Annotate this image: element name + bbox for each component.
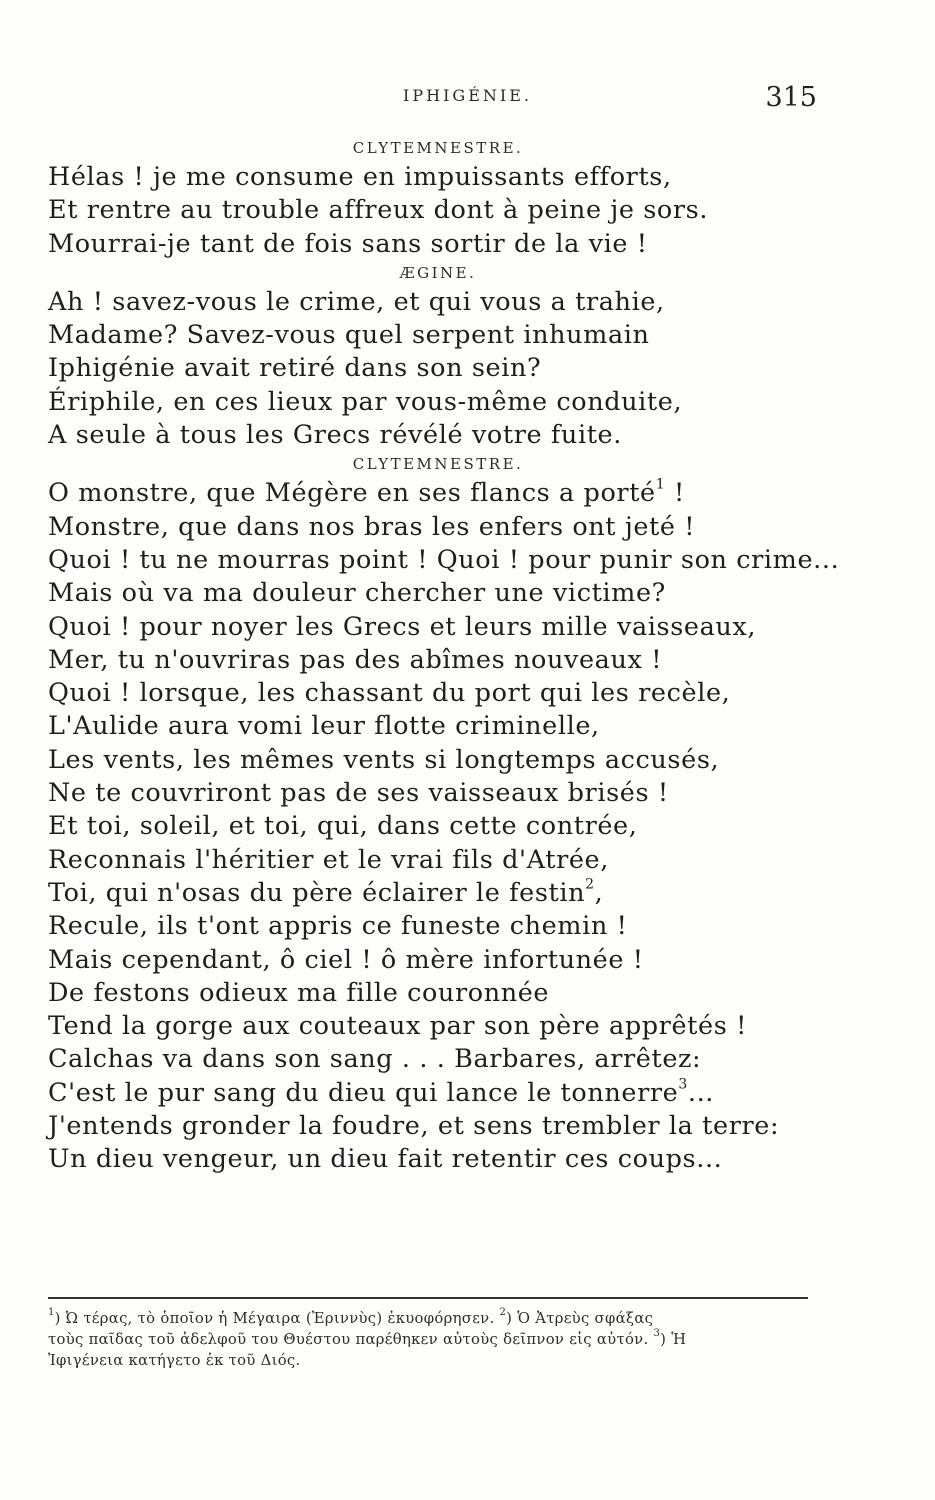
verse-text: Toi, qui n'osas du père éclairer le festin bbox=[48, 877, 586, 908]
footnotes bbox=[48, 1308, 813, 1371]
verse-line: Reconnais l'héritier et le vrai fils d'Atrée, bbox=[48, 844, 609, 875]
verse-line bbox=[48, 1077, 818, 1110]
verse-line: Mourrai-je tant de fois sans sortir de la vie ! bbox=[48, 228, 648, 259]
verse-line: Ériphile, en ces lieux par vous-même conduite, bbox=[48, 386, 683, 417]
verse-line: Quoi ! pour noyer les Grecs et leurs mille vaisseaux, bbox=[48, 611, 757, 642]
verse-line: De festons odieux ma fille couronnée bbox=[48, 977, 550, 1008]
page-number: 315 bbox=[765, 82, 817, 113]
verse-line: Les vents, les mêmes vents si longtemps accusés, bbox=[48, 744, 720, 775]
verse-line: Recule, ils t'ont appris ce funeste chemin ! bbox=[48, 911, 628, 942]
running-title: IPHIGÉNIE. bbox=[403, 86, 532, 105]
footnote-marker: 2 bbox=[585, 876, 595, 893]
verse-line: Un dieu vengeur, un dieu fait retentir ces coups... bbox=[48, 1144, 723, 1175]
verse-line: Madame? Savez-vous quel serpent inhumain bbox=[48, 320, 650, 351]
footnote-text: ) Ἡ bbox=[660, 1331, 687, 1348]
footnote-text: ) Ὠ τέρας, τὸ ὁποῖον ἡ Μέγαιρα (Ἐριννὺς) ἐκυοφόρησεν. bbox=[54, 1310, 500, 1327]
footnote-number: 1 bbox=[48, 1307, 55, 1318]
speaker-name: CLYTEMNESTRE. bbox=[352, 139, 524, 157]
verse-line: Mais où va ma douleur chercher une victime? bbox=[48, 578, 666, 609]
speaker-name: ÆGINE. bbox=[399, 263, 477, 282]
verse-text: O monstre, que Mégère en ses flancs a porté bbox=[48, 478, 656, 509]
verse-line: Mer, tu n'ouvriras pas des abîmes nouveaux ! bbox=[48, 644, 663, 675]
footnote-line bbox=[48, 1308, 813, 1329]
verse-line bbox=[48, 477, 818, 510]
footnote-marker: 1 bbox=[655, 476, 666, 493]
verse-line: Tend la gorge aux couteaux par son père apprêtés ! bbox=[48, 1011, 747, 1042]
verse-block bbox=[48, 136, 840, 1177]
footnote-number: 2 bbox=[499, 1307, 507, 1318]
verse-line: Ah ! savez-vous le crime, et qui vous a trahie, bbox=[48, 286, 665, 317]
footnote-text: ) Ὁ Ἀτρεὺς σφάξας bbox=[506, 1310, 654, 1327]
verse-line: L'Aulide aura vomi leur flotte criminelle, bbox=[48, 711, 600, 742]
verse-tail: , bbox=[594, 877, 604, 908]
verse-line: Quoi ! tu ne mourras point ! Quoi ! pour punir son crime... bbox=[48, 544, 840, 575]
footnote-marker: 3 bbox=[678, 1076, 688, 1093]
verse-line: Ne te couvriront pas de ses vaisseaux brisés ! bbox=[48, 778, 669, 809]
verse-line: Quoi ! lorsque, les chassant du port qui les recèle, bbox=[48, 678, 731, 709]
verse-line bbox=[48, 877, 818, 910]
verse-line: Calchas va dans son sang . . . Barbares, arrêtez: bbox=[48, 1044, 702, 1075]
verse-line: Et toi, soleil, et toi, qui, dans cette contrée, bbox=[48, 811, 638, 842]
verse-tail: ... bbox=[687, 1077, 715, 1108]
footnote-number: 3 bbox=[653, 1328, 661, 1339]
verse-line: Et rentre au trouble affreux dont à peine je sors. bbox=[48, 195, 709, 226]
footnote-line bbox=[48, 1350, 813, 1371]
running-head bbox=[0, 82, 935, 116]
footnote-text: Ἰφιγένεια κατήγετο ἐκ τοῦ Διός. bbox=[48, 1352, 301, 1369]
speaker-name: CLYTEMNESTRE. bbox=[352, 455, 524, 474]
footnote-rule bbox=[48, 1297, 808, 1299]
verse-line: J'entends gronder la foudre, et sens trembler la terre: bbox=[48, 1111, 780, 1142]
verse-line: Iphigénie avait retiré dans son sein? bbox=[48, 353, 542, 384]
verse-tail: ! bbox=[665, 478, 685, 509]
footnote-text: τοὺς παῖδας τοῦ ἀδελφοῦ του Θυέστου παρέθηκεν αὐτοὺς δεῖπνον εἰς αὐτόν. bbox=[48, 1331, 654, 1348]
verse-line: Hélas ! je me consume en impuissants efforts, bbox=[48, 162, 672, 192]
verse-line: Monstre, que dans nos bras les enfers ont jeté ! bbox=[48, 511, 696, 542]
verse-line: Mais cependant, ô ciel ! ô mère infortunée ! bbox=[48, 944, 644, 975]
verse-text: C'est le pur sang du dieu qui lance le tonnerre bbox=[48, 1077, 679, 1108]
verse-line: A seule à tous les Grecs révélé votre fuite. bbox=[48, 420, 622, 451]
footnote-line bbox=[48, 1329, 813, 1350]
